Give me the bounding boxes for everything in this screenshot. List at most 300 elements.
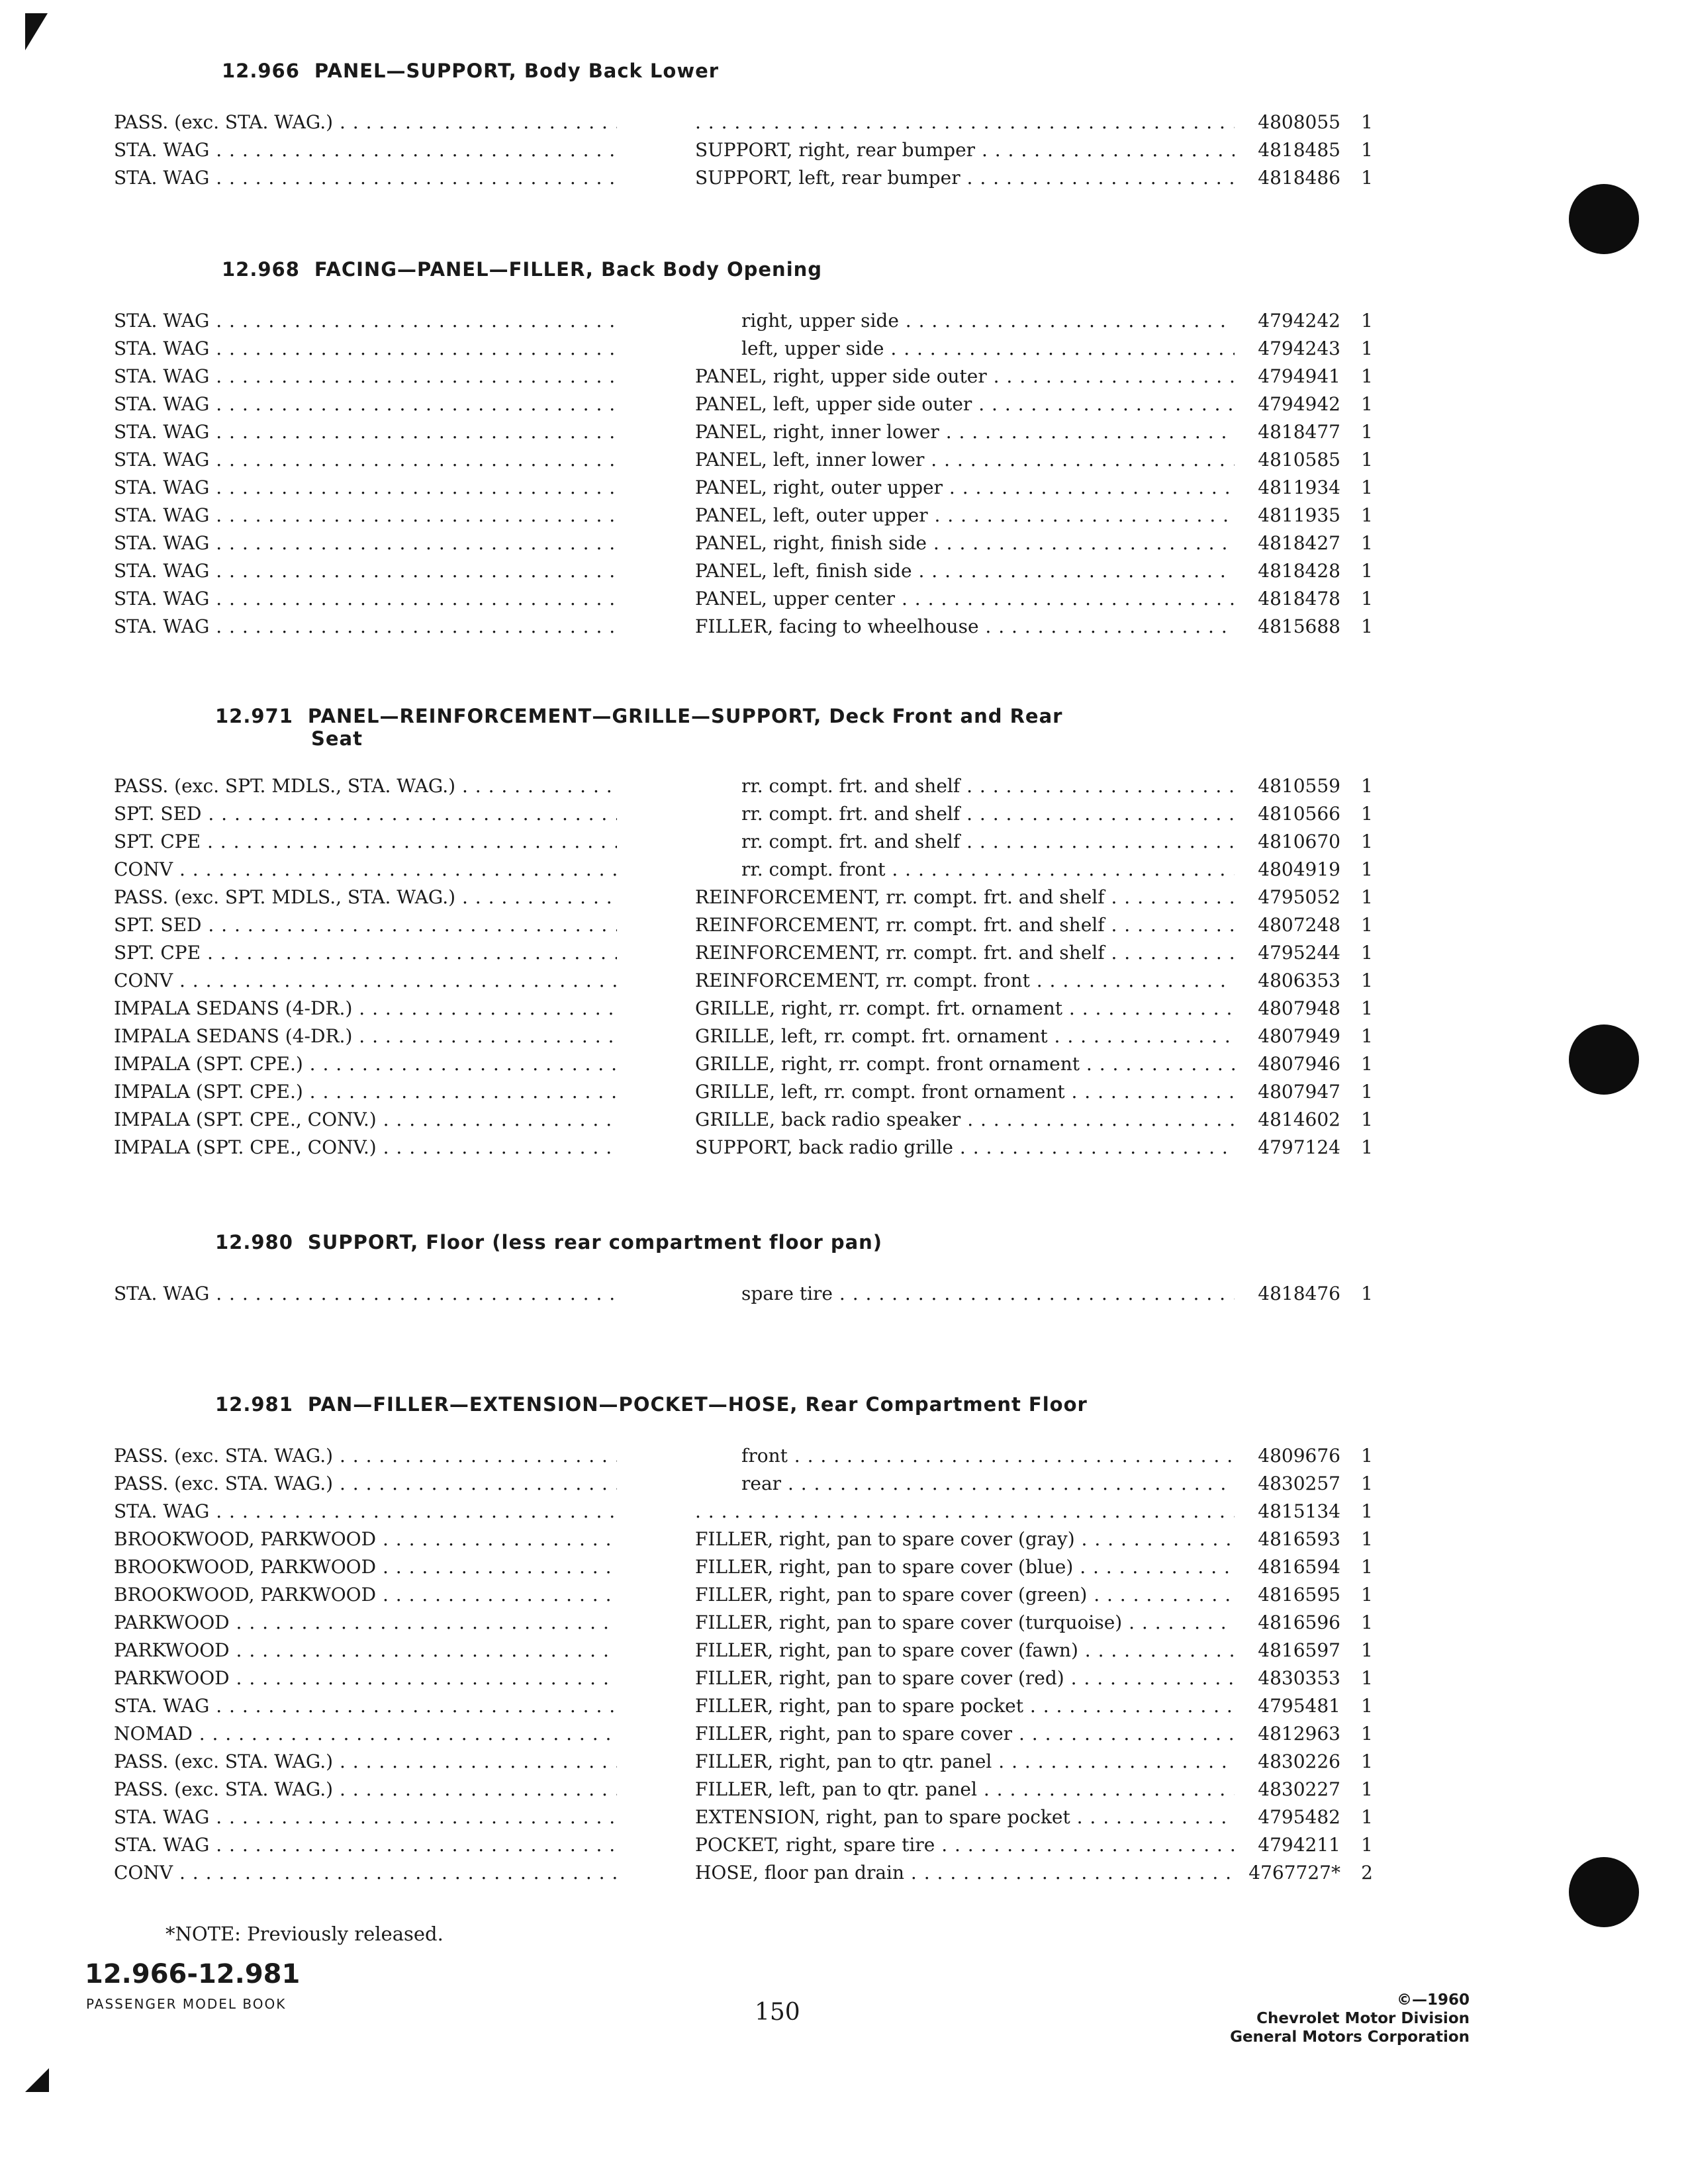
description-text: PANEL, left, inner lower <box>695 449 925 471</box>
model-text: SPT. SED <box>114 914 202 936</box>
model-text: PASS. (exc. SPT. MDLS., STA. WAG.) <box>114 775 456 797</box>
parts-row <box>99 995 1373 1023</box>
model-cell <box>114 939 617 967</box>
description-cell <box>695 1050 1235 1078</box>
model-cell <box>114 967 617 995</box>
page-number: 150 <box>755 1999 800 2026</box>
description-cell <box>695 529 1235 557</box>
description-text: POCKET, right, spare tire <box>695 1834 935 1856</box>
description-text: REINFORCEMENT, rr. compt. frt. and shelf <box>695 886 1105 908</box>
part-number: 4807948 <box>1258 997 1340 1019</box>
model-cell <box>114 1748 617 1776</box>
model-text: STA. WAG <box>114 421 210 443</box>
part-number: 4830353 <box>1258 1667 1340 1689</box>
parts-row <box>99 856 1373 884</box>
model-text: PASS. (exc. STA. WAG.) <box>114 1445 334 1467</box>
parts-row <box>99 1470 1373 1498</box>
quantity: 1 <box>1361 167 1373 189</box>
description-cell <box>695 1609 1235 1637</box>
footnote: *NOTE: Previously released. <box>165 1923 444 1945</box>
model-text: SPT. CPE <box>114 942 201 964</box>
section-12-971 <box>99 705 1373 1161</box>
quantity: 1 <box>1361 1723 1373 1745</box>
description-text: FILLER, right, pan to qtr. panel <box>695 1751 992 1772</box>
quantity: 1 <box>1361 886 1373 908</box>
model-text: STA. WAG <box>114 588 210 610</box>
section-heading: PANEL—REINFORCEMENT—GRILLE—SUPPORT, Deck Front and Rear <box>307 705 1063 727</box>
part-number: 4806353 <box>1258 970 1340 991</box>
parts-row <box>99 1106 1373 1134</box>
description-cell <box>695 1692 1235 1720</box>
part-number: 4794211 <box>1258 1834 1340 1856</box>
description-cell <box>695 1664 1235 1692</box>
model-text: IMPALA (SPT. CPE.) <box>114 1053 303 1075</box>
model-text: STA. WAG <box>114 1500 210 1522</box>
quantity: 1 <box>1361 1639 1373 1661</box>
quantity: 1 <box>1361 310 1373 332</box>
description-text: PANEL, left, outer upper <box>695 504 928 526</box>
model-cell <box>114 1134 617 1161</box>
quantity: 1 <box>1361 1025 1373 1047</box>
model-cell <box>114 390 617 418</box>
parts-row <box>99 884 1373 911</box>
quantity: 1 <box>1361 858 1373 880</box>
section-number: 12.981 <box>215 1393 293 1416</box>
description-cell <box>695 557 1235 585</box>
parts-row <box>99 136 1373 164</box>
model-cell <box>114 164 617 192</box>
part-number: 4795052 <box>1258 886 1340 908</box>
model-cell <box>114 911 617 939</box>
part-number: 4815688 <box>1258 615 1340 637</box>
part-number: 4808055 <box>1258 111 1340 133</box>
quantity: 1 <box>1361 615 1373 637</box>
model-cell <box>114 613 617 641</box>
section-heading: SUPPORT, Floor (less rear compartment floor pan) <box>307 1231 883 1253</box>
section-number: 12.971 <box>215 705 293 727</box>
parts-row <box>99 529 1373 557</box>
quantity: 1 <box>1361 1612 1373 1633</box>
quantity: 1 <box>1361 532 1373 554</box>
parts-row <box>99 939 1373 967</box>
description-text: EXTENSION, right, pan to spare pocket <box>695 1806 1070 1828</box>
quantity: 1 <box>1361 338 1373 359</box>
parts-row <box>99 967 1373 995</box>
section-range: 12.966-12.981 <box>85 1959 301 1989</box>
part-number: 4804919 <box>1258 858 1340 880</box>
description-text: GRILLE, left, rr. compt. frt. ornament <box>695 1025 1048 1047</box>
description-text: FILLER, right, pan to spare cover <box>695 1723 1013 1745</box>
part-number: 4794242 <box>1258 310 1340 332</box>
quantity: 1 <box>1361 560 1373 582</box>
model-cell <box>114 1637 617 1664</box>
part-number: 4794942 <box>1258 393 1340 415</box>
model-text: STA. WAG <box>114 310 210 332</box>
model-cell <box>114 1803 617 1831</box>
description-cell <box>695 390 1235 418</box>
part-number: 4797124 <box>1258 1136 1340 1158</box>
description-cell <box>695 1831 1235 1859</box>
description-text: PANEL, left, upper side outer <box>695 393 972 415</box>
model-text: STA. WAG <box>114 560 210 582</box>
description-cell <box>695 1470 1235 1498</box>
description-cell <box>695 1023 1235 1050</box>
parts-row <box>99 164 1373 192</box>
quantity: 1 <box>1361 1584 1373 1606</box>
parts-row <box>99 557 1373 585</box>
quantity: 1 <box>1361 139 1373 161</box>
quantity: 1 <box>1361 1283 1373 1304</box>
model-text: NOMAD <box>114 1723 193 1745</box>
description-cell <box>695 1748 1235 1776</box>
description-cell <box>695 800 1235 828</box>
description-text: SUPPORT, back radio grille <box>695 1136 953 1158</box>
description-text: rear <box>741 1473 782 1494</box>
parts-row <box>99 1637 1373 1664</box>
model-cell <box>114 474 617 502</box>
parts-row <box>99 307 1373 335</box>
parts-row <box>99 474 1373 502</box>
description-cell <box>695 856 1235 884</box>
description-text: front <box>741 1445 788 1467</box>
model-text: PARKWOOD <box>114 1612 230 1633</box>
quantity: 1 <box>1361 1556 1373 1578</box>
model-text: PASS. (exc. STA. WAG.) <box>114 1778 334 1800</box>
model-cell <box>114 1106 617 1134</box>
parts-row <box>99 585 1373 613</box>
model-text: STA. WAG <box>114 449 210 471</box>
description-cell <box>695 1581 1235 1609</box>
part-number: 4818477 <box>1258 421 1340 443</box>
part-number: 4818476 <box>1258 1283 1340 1304</box>
model-cell <box>114 1692 617 1720</box>
section-12-968 <box>99 258 1373 641</box>
model-cell <box>114 1609 617 1637</box>
description-cell <box>695 967 1235 995</box>
section-12-981 <box>99 1393 1373 1887</box>
description-cell <box>695 307 1235 335</box>
model-text: IMPALA SEDANS (4-DR.) <box>114 1025 353 1047</box>
model-text: IMPALA SEDANS (4-DR.) <box>114 997 353 1019</box>
description-text: REINFORCEMENT, rr. compt. front <box>695 970 1030 991</box>
part-number: 4807949 <box>1258 1025 1340 1047</box>
parts-row <box>99 1609 1373 1637</box>
quantity: 1 <box>1361 504 1373 526</box>
quantity: 1 <box>1361 449 1373 471</box>
part-number: 4818485 <box>1258 139 1340 161</box>
quantity: 1 <box>1361 1500 1373 1522</box>
quantity: 1 <box>1361 775 1373 797</box>
parts-row <box>99 1720 1373 1748</box>
description-text: PANEL, right, outer upper <box>695 477 943 498</box>
description-cell <box>695 995 1235 1023</box>
corner-crop-mark-bottom <box>25 2068 49 2092</box>
model-text: BROOKWOOD, PARKWOOD <box>114 1556 377 1578</box>
description-cell <box>695 939 1235 967</box>
description-cell <box>695 1106 1235 1134</box>
model-cell <box>114 1525 617 1553</box>
description-text: FILLER, right, pan to spare pocket <box>695 1695 1024 1717</box>
description-text: FILLER, right, pan to spare cover (red) <box>695 1667 1064 1689</box>
model-cell <box>114 995 617 1023</box>
model-cell <box>114 1078 617 1106</box>
part-number: 4807248 <box>1258 914 1340 936</box>
parts-row <box>99 911 1373 939</box>
quantity: 1 <box>1361 970 1373 991</box>
part-number: 4816596 <box>1258 1612 1340 1633</box>
part-number: 4818486 <box>1258 167 1340 189</box>
model-text: CONV <box>114 970 173 991</box>
description-text: HOSE, floor pan drain <box>695 1862 905 1884</box>
description-cell <box>695 1525 1235 1553</box>
quantity: 1 <box>1361 1806 1373 1828</box>
parts-row <box>99 772 1373 800</box>
model-cell <box>114 557 617 585</box>
description-cell <box>695 828 1235 856</box>
part-number: 4810585 <box>1258 449 1340 471</box>
model-text: STA. WAG <box>114 139 210 161</box>
parts-row <box>99 1023 1373 1050</box>
model-cell <box>114 772 617 800</box>
model-text: PARKWOOD <box>114 1639 230 1661</box>
quantity: 1 <box>1361 1695 1373 1717</box>
description-text: rr. compt. frt. and shelf <box>741 803 961 825</box>
model-text: BROOKWOOD, PARKWOOD <box>114 1528 377 1550</box>
model-cell <box>114 446 617 474</box>
section-12-980 <box>99 1231 1373 1308</box>
description-text: rr. compt. front <box>741 858 886 880</box>
description-text: spare tire <box>741 1283 833 1304</box>
description-cell <box>695 1553 1235 1581</box>
model-text: IMPALA (SPT. CPE., CONV.) <box>114 1109 377 1130</box>
description-text: FILLER, right, pan to spare cover (green) <box>695 1584 1088 1606</box>
quantity: 1 <box>1361 942 1373 964</box>
description-text: REINFORCEMENT, rr. compt. frt. and shelf <box>695 914 1105 936</box>
description-cell <box>695 911 1235 939</box>
model-text: STA. WAG <box>114 338 210 359</box>
model-text: CONV <box>114 858 173 880</box>
division-name: Chevrolet Motor Division <box>1256 2010 1470 2027</box>
part-number: 4807946 <box>1258 1053 1340 1075</box>
parts-row <box>99 1831 1373 1859</box>
description-cell <box>695 446 1235 474</box>
quantity: 1 <box>1361 1834 1373 1856</box>
book-name: PASSENGER MODEL BOOK <box>86 1996 287 2012</box>
description-cell <box>695 613 1235 641</box>
description-cell <box>695 884 1235 911</box>
part-number: 4818427 <box>1258 532 1340 554</box>
parts-row <box>99 446 1373 474</box>
description-cell <box>695 1776 1235 1803</box>
model-cell <box>114 856 617 884</box>
description-cell <box>695 136 1235 164</box>
description-text: GRILLE, right, rr. compt. front ornament <box>695 1053 1080 1075</box>
parts-row <box>99 1078 1373 1106</box>
model-text: STA. WAG <box>114 477 210 498</box>
description-text: PANEL, right, inner lower <box>695 421 939 443</box>
copyright-block <box>1230 1991 1470 2046</box>
model-text: STA. WAG <box>114 1806 210 1828</box>
description-cell <box>695 585 1235 613</box>
quantity: 1 <box>1361 803 1373 825</box>
model-cell <box>114 418 617 446</box>
parts-row <box>99 1748 1373 1776</box>
model-text: STA. WAG <box>114 1283 210 1304</box>
model-text: IMPALA (SPT. CPE.) <box>114 1081 303 1103</box>
part-number: 4815134 <box>1258 1500 1340 1522</box>
description-text: rr. compt. frt. and shelf <box>741 831 961 852</box>
description-cell <box>695 1720 1235 1748</box>
model-cell <box>114 502 617 529</box>
quantity: 1 <box>1361 1053 1373 1075</box>
description-text: FILLER, facing to wheelhouse <box>695 615 979 637</box>
description-text: rr. compt. frt. and shelf <box>741 775 961 797</box>
model-text: STA. WAG <box>114 615 210 637</box>
description-text: GRILLE, right, rr. compt. frt. ornament <box>695 997 1063 1019</box>
quantity: 1 <box>1361 421 1373 443</box>
model-cell <box>114 1442 617 1470</box>
part-number: 4816594 <box>1258 1556 1340 1578</box>
parts-row <box>99 502 1373 529</box>
part-number: 4794941 <box>1258 365 1340 387</box>
description-cell <box>695 1637 1235 1664</box>
model-cell <box>114 1498 617 1525</box>
part-number: 4830257 <box>1258 1473 1340 1494</box>
model-text: STA. WAG <box>114 167 210 189</box>
part-number: 4809676 <box>1258 1445 1340 1467</box>
parts-row <box>99 1664 1373 1692</box>
model-cell <box>114 1664 617 1692</box>
model-text: BROOKWOOD, PARKWOOD <box>114 1584 377 1606</box>
description-text: left, upper side <box>741 338 884 359</box>
model-cell <box>114 1720 617 1748</box>
model-text: IMPALA (SPT. CPE., CONV.) <box>114 1136 377 1158</box>
corporation-name: General Motors Corporation <box>1230 2028 1470 2046</box>
section-title <box>99 1393 1370 1420</box>
description-cell <box>695 1280 1235 1308</box>
quantity: 1 <box>1361 1136 1373 1158</box>
parts-row <box>99 1442 1373 1470</box>
description-text: SUPPORT, left, rear bumper <box>695 167 961 189</box>
section-heading: PAN—FILLER—EXTENSION—POCKET—HOSE, Rear Compartment Floor <box>307 1393 1088 1416</box>
part-number: 4810670 <box>1258 831 1340 852</box>
quantity: 1 <box>1361 1667 1373 1689</box>
parts-row <box>99 418 1373 446</box>
description-cell <box>695 164 1235 192</box>
section-title <box>99 1231 1370 1257</box>
description-text: FILLER, right, pan to spare cover (gray) <box>695 1528 1075 1550</box>
part-number: 4816593 <box>1258 1528 1340 1550</box>
section-heading: FACING—PANEL—FILLER, Back Body Opening <box>314 258 823 281</box>
description-text: REINFORCEMENT, rr. compt. frt. and shelf <box>695 942 1105 964</box>
description-text: GRILLE, back radio speaker <box>695 1109 961 1130</box>
model-cell <box>114 828 617 856</box>
section-title <box>99 60 1370 86</box>
part-number: 4794243 <box>1258 338 1340 359</box>
parts-row <box>99 390 1373 418</box>
description-cell <box>695 1078 1235 1106</box>
model-cell <box>114 1776 617 1803</box>
quantity: 1 <box>1361 1778 1373 1800</box>
part-number: 4807947 <box>1258 1081 1340 1103</box>
model-cell <box>114 1581 617 1609</box>
part-number: 4811935 <box>1258 504 1340 526</box>
model-text: STA. WAG <box>114 504 210 526</box>
part-number: 4830227 <box>1258 1778 1340 1800</box>
description-cell <box>695 502 1235 529</box>
parts-row <box>99 1776 1373 1803</box>
quantity: 1 <box>1361 588 1373 610</box>
quantity: 1 <box>1361 914 1373 936</box>
part-number: 4795244 <box>1258 942 1340 964</box>
description-text: GRILLE, left, rr. compt. front ornament <box>695 1081 1065 1103</box>
section-heading: PANEL—SUPPORT, Body Back Lower <box>314 60 720 82</box>
section-number: 12.966 <box>222 60 300 82</box>
model-text: PASS. (exc. SPT. MDLS., STA. WAG.) <box>114 886 456 908</box>
model-cell <box>114 1280 617 1308</box>
description-text: right, upper side <box>741 310 899 332</box>
description-text: FILLER, right, pan to spare cover (blue) <box>695 1556 1074 1578</box>
part-number: 4810566 <box>1258 803 1340 825</box>
model-cell <box>114 363 617 390</box>
quantity: 1 <box>1361 477 1373 498</box>
description-cell <box>695 474 1235 502</box>
section-title <box>99 258 1370 285</box>
model-text: STA. WAG <box>114 532 210 554</box>
model-text: PARKWOOD <box>114 1667 230 1689</box>
quantity: 2 <box>1361 1862 1373 1884</box>
parts-row <box>99 1581 1373 1609</box>
model-text: PASS. (exc. STA. WAG.) <box>114 1751 334 1772</box>
model-text: STA. WAG <box>114 365 210 387</box>
part-number: 4795482 <box>1258 1806 1340 1828</box>
description-cell <box>695 418 1235 446</box>
model-cell <box>114 1470 617 1498</box>
quantity: 1 <box>1361 1081 1373 1103</box>
parts-row <box>99 800 1373 828</box>
parts-row <box>99 1859 1373 1887</box>
section-number: 12.980 <box>215 1231 293 1253</box>
model-cell <box>114 1023 617 1050</box>
model-text: SPT. SED <box>114 803 202 825</box>
description-text: PANEL, upper center <box>695 588 896 610</box>
parts-row <box>99 1134 1373 1161</box>
quantity: 1 <box>1361 1473 1373 1494</box>
parts-row <box>99 1525 1373 1553</box>
parts-row <box>99 109 1373 136</box>
part-number: 4812963 <box>1258 1723 1340 1745</box>
section-heading-continued: Seat <box>311 727 363 750</box>
description-cell <box>695 335 1235 363</box>
description-cell <box>695 772 1235 800</box>
quantity: 1 <box>1361 393 1373 415</box>
model-text: STA. WAG <box>114 393 210 415</box>
model-cell <box>114 1553 617 1581</box>
parts-row <box>99 335 1373 363</box>
part-number: 4816597 <box>1258 1639 1340 1661</box>
quantity: 1 <box>1361 1109 1373 1130</box>
model-cell <box>114 585 617 613</box>
model-text: PASS. (exc. STA. WAG.) <box>114 1473 334 1494</box>
section-12-966 <box>99 60 1373 192</box>
description-cell <box>695 1498 1235 1525</box>
model-cell <box>114 1831 617 1859</box>
description-text: FILLER, right, pan to spare cover (fawn) <box>695 1639 1078 1661</box>
copyright-year: ©—1960 <box>1396 1991 1470 2009</box>
part-number: 4810559 <box>1258 775 1340 797</box>
parts-row <box>99 1692 1373 1720</box>
parts-row <box>99 1803 1373 1831</box>
